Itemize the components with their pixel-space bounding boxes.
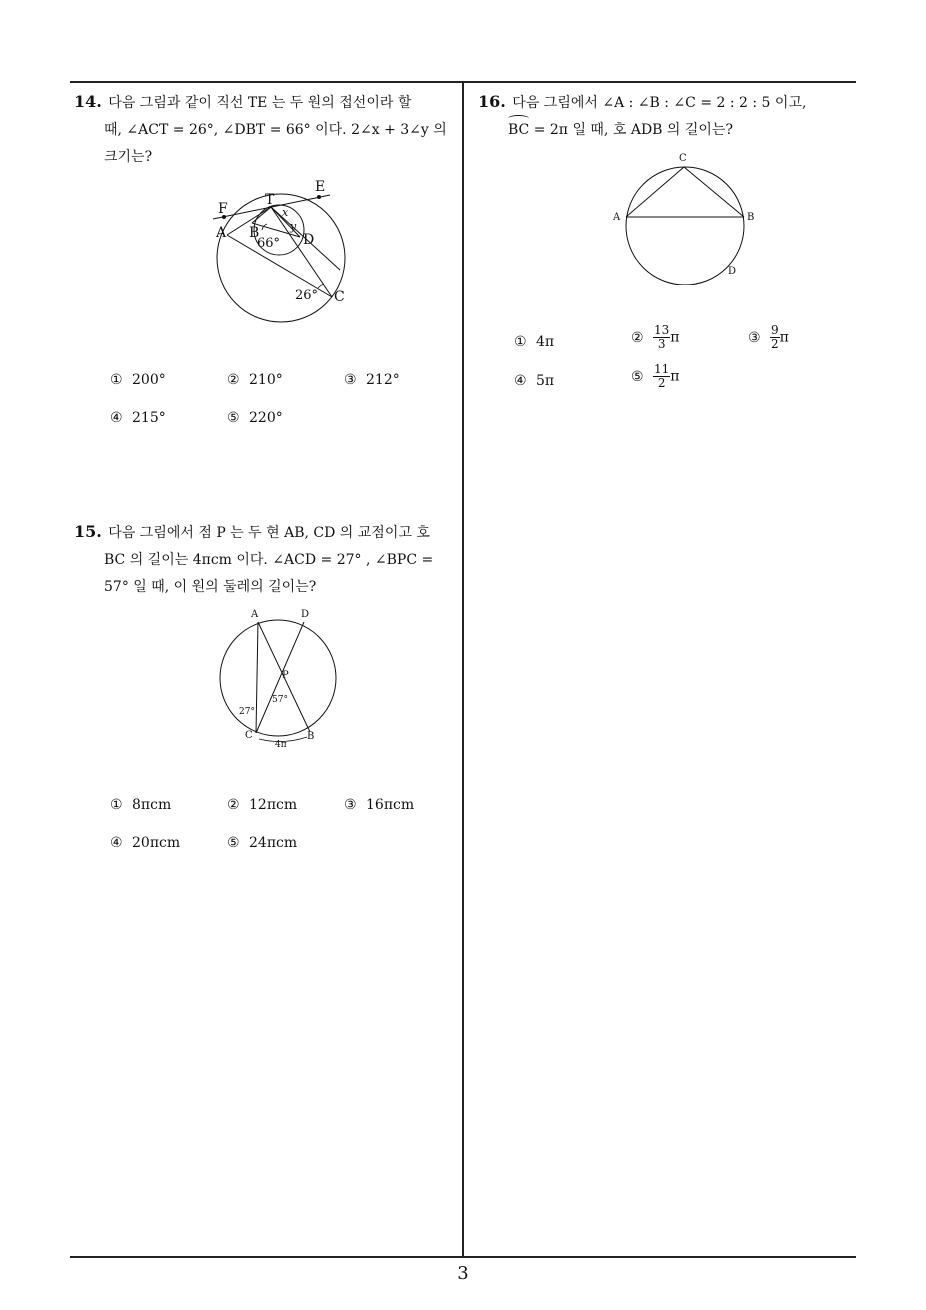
problem-15-choice-2[interactable]: ② 12πcm: [227, 797, 298, 813]
bottom-rule: [70, 1256, 856, 1258]
label-d: D: [728, 266, 737, 277]
label-e: E: [315, 179, 326, 195]
problem-14-choice-2[interactable]: ② 210°: [227, 372, 283, 388]
problem-15-choice-3[interactable]: ③ 16πcm: [344, 797, 415, 813]
label-c: C: [334, 289, 345, 305]
problem-16-number: 16.: [478, 92, 506, 111]
label-y: y: [290, 220, 297, 233]
problem-16-choice-2[interactable]: ② $\frac{13}{3}$ π: [631, 323, 680, 351]
problem-16-choice-3[interactable]: ③ $\frac{9}{2}$ π: [748, 323, 789, 351]
problem-15-number: 15.: [74, 522, 102, 541]
problem-15-line-1: 15. 다음 그림에서 점 P 는 두 현 AB, CD 의 교점이고 호: [74, 522, 430, 541]
label-d: D: [303, 232, 315, 248]
label-p: P: [282, 670, 289, 681]
large-circle: [217, 194, 345, 322]
angle-26-arc: [318, 284, 324, 288]
label-26: 26°: [295, 288, 319, 303]
chord-cd: [256, 622, 304, 733]
label-66: 66°: [257, 236, 281, 251]
label-27: 27°: [239, 707, 255, 717]
problem-16-figure: [605, 150, 765, 285]
circle: [220, 620, 336, 736]
label-t: T: [265, 192, 275, 208]
problem-16-choice-5[interactable]: ⑤ $\frac{11}{2}$ π: [631, 362, 680, 390]
label-b: B: [747, 212, 755, 223]
problem-14-choice-4[interactable]: ④ 215°: [110, 410, 166, 426]
problem-14-line-3: 크기는?: [104, 149, 153, 165]
fraction: $\frac{11}{2}$: [654, 362, 670, 390]
problem-15-choice-4[interactable]: ④ 20πcm: [110, 835, 181, 851]
label-f: F: [218, 201, 228, 217]
arc-bc-notation: BC: [508, 117, 529, 144]
fraction: $\frac{9}{2}$: [771, 323, 779, 351]
label-c: C: [679, 153, 687, 164]
label-a: A: [251, 609, 259, 620]
problem-15-choice-5[interactable]: ⑤ 24πcm: [227, 835, 298, 851]
page-number: 3: [457, 1263, 469, 1284]
problem-14-number: 14.: [74, 92, 102, 111]
problem-14-line-2: 때, ∠ACT = 26°, ∠DBT = 66° 이다. 2∠x + 3∠y 의: [104, 122, 447, 138]
label-57: 57°: [272, 695, 288, 705]
problem-14-figure: [205, 175, 355, 330]
problem-16-line-2: BC = 2π 일 때, 호 ADB 의 길이는?: [478, 117, 858, 144]
chord-ac: [626, 167, 684, 217]
circle: [626, 167, 744, 285]
problem-16-choice-4[interactable]: ④ 5π: [514, 373, 555, 389]
problem-15-line-2: BC 의 길이는 4πcm 이다. ∠ACD = 27° , ∠BPC =: [104, 552, 434, 568]
chord-ac: [256, 622, 258, 733]
problem-14-choice-3[interactable]: ③ 212°: [344, 372, 400, 388]
label-a: A: [613, 212, 621, 223]
problem-14-line-1: 14. 다음 그림과 같이 직선 TE 는 두 원의 접선이라 할: [74, 92, 412, 111]
problem-16-text: [478, 88, 858, 144]
problem-15-figure: [215, 606, 345, 751]
problem-15-line-3: 57° 일 때, 이 원의 둘레의 길이는?: [104, 579, 317, 595]
label-a: A: [216, 225, 227, 241]
problem-14-text: [74, 88, 458, 171]
label-x: x: [282, 206, 289, 219]
problem-16-choice-1[interactable]: ① 4π: [514, 334, 555, 350]
fraction: $\frac{13}{3}$: [654, 323, 670, 351]
column-divider: [462, 81, 464, 1257]
label-d: D: [301, 609, 310, 620]
label-c: C: [245, 730, 253, 741]
point-e: [317, 195, 321, 199]
problem-15-text: [74, 518, 458, 601]
problem-16-line-1: 16. 다음 그림에서 ∠A : ∠B : ∠C = 2 : 2 : 5 이고,: [478, 92, 807, 111]
problem-14-choice-1[interactable]: ① 200°: [110, 372, 166, 388]
problem-15-choice-1[interactable]: ① 8πcm: [110, 797, 172, 813]
problem-14-choice-5[interactable]: ⑤ 220°: [227, 410, 283, 426]
segment-tc: [271, 207, 332, 297]
label-arc-4pi: 4π: [275, 740, 287, 750]
label-b: B: [249, 225, 260, 241]
label-b: B: [307, 731, 315, 742]
